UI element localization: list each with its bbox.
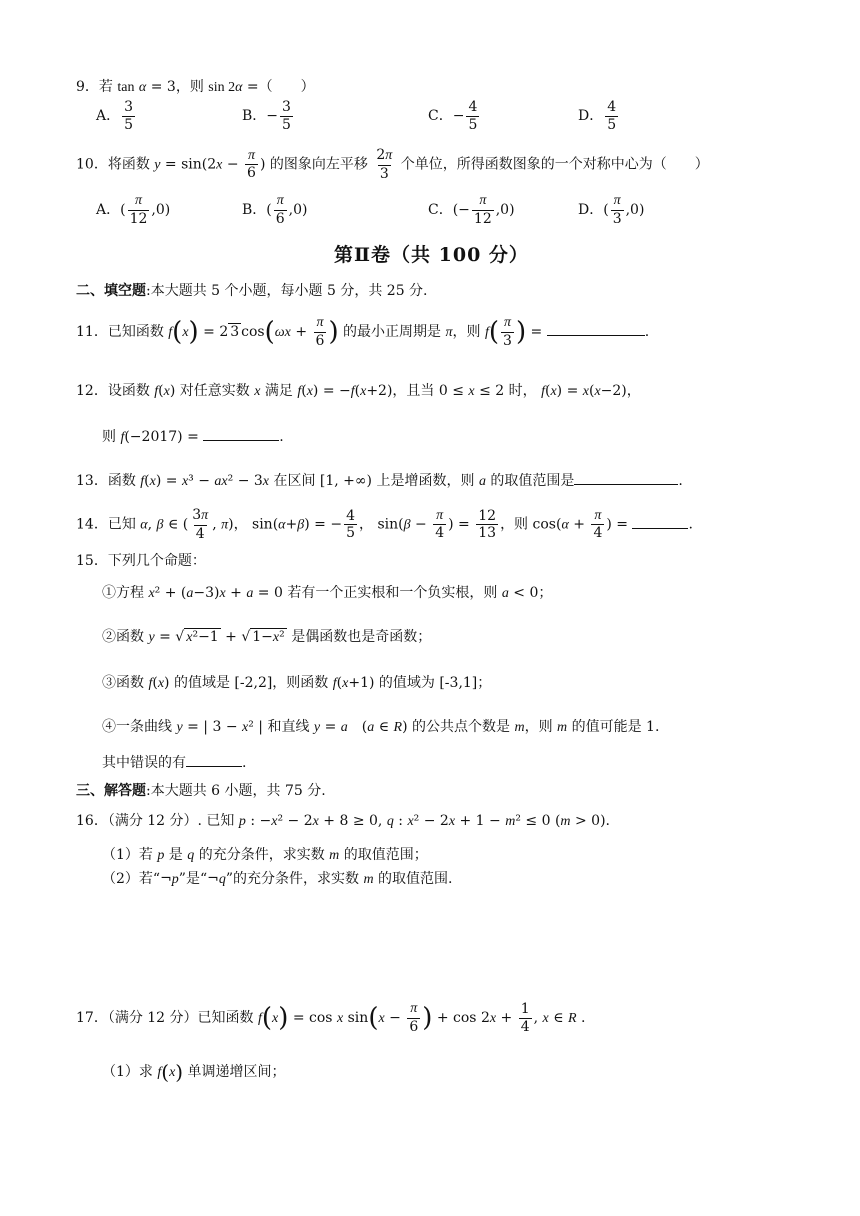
q15-proposition-3: ③函数 f(x) 的值域是 [-2,2]，则函数 f(x+1) 的值域为 [-3,1]； — [102, 675, 492, 691]
q15-proposition-1: ①方程 x² + (a−3)x + a = 0 若有一个正实根和一个负实根，则 a < 0； — [102, 585, 553, 601]
section-2-title: 第Ⅱ卷（共 100 分） — [334, 244, 529, 266]
q9-option-c: C．− $\frac{4}{5}$ — [428, 99, 478, 133]
q9-option-a: A． $\frac{3}{5}$ — [96, 99, 134, 133]
q9-option-b: B．− $\frac{3}{5}$ — [242, 99, 291, 133]
q16-part-1: （1）若 p 是 q 的充分条件，求实数 m 的取值范围； — [102, 847, 428, 863]
q13: 13．函数 f(x) = x³ − ax² − 3x 在区间 [1, +∞) 上是增函数，则 a 的取值范围是 . — [76, 473, 683, 489]
q10-option-d: D．( $\frac{\pi}{3}$ ,0) — [578, 193, 645, 227]
q9-option-d: D． $\frac{4}{5}$ — [578, 99, 617, 133]
q15-proposition-2: ②函数 y = √ x²−1 + √ 1−x² 是偶函数也是奇函数； — [102, 629, 432, 645]
q10-option-b: B．( $\frac{\pi}{6}$ ,0) — [242, 193, 308, 227]
q16-stem: 16．（满分 12 分）. 已知 p : −x² − 2x + 8 ≥ 0, q : x² − 2x + 1 − m² ≤ 0 (m > 0). — [76, 813, 610, 829]
q17-stem: 17．（满分 12 分）已知函数 f(x) = cos x sin(x − $\frac{\pi}{6}$ ) + cos 2x + $\frac{1}{4}$ , x ∈ R . — [76, 1001, 586, 1035]
q10-stem: 10．将函数 y = sin(2x − $\frac{\pi}{6}$ ) 的图象向左平移 $\frac{2\pi}{3}$ 个单位，所得函数图象的一个对称中心为（ ） — [76, 147, 709, 182]
q14: 14．已知 α, β ∈ ( $\frac{3\pi}{4}$ , π)， sin(α+β) = − $\frac{4}{5}$ ， sin(β − $\frac{\pi}{4}$ ) = $\frac{12}{13}$ ，则 cos(α + $\frac{\pi}{4}$ ) = . — [76, 507, 693, 542]
q15-ask: 其中错误的有 . — [102, 755, 247, 771]
q16-part-2: （2）若“¬p”是“¬q”的充分条件，求实数 m 的取值范围. — [102, 871, 453, 887]
q10-option-c: C．(− $\frac{\pi}{12}$ ,0) — [428, 193, 515, 227]
q11: 11．已知函数 f(x) = 2 3 cos(ωx + $\frac{\pi}{6}$ ) 的最小正周期是 π，则 f( $\frac{\pi}{3}$ ) = . — [76, 315, 650, 349]
q17-part-1: （1）求 f(x) 单调递增区间； — [102, 1060, 286, 1084]
q12-line-2: 则 f(−2017) = . — [102, 429, 284, 445]
q9-stem: 9．若 tan α = 3，则 sin 2α =（ ） — [76, 79, 315, 95]
q12-line-1: 12．设函数 f(x) 对任意实数 x 满足 f(x) = −f(x+2)，且当 0 ≤ x ≤ 2 时， f(x) = x(x−2)， — [76, 383, 641, 399]
q10-option-a: A．( $\frac{\pi}{12}$ ,0) — [96, 193, 171, 227]
q15-proposition-4: ④一条曲线 y = | 3 − x² | 和直线 y = a (a ∈ R) 的公共点个数是 m，则 m 的值可能是 1. — [102, 719, 660, 735]
solve-header: 三、解答题:本大题共 6 小题，共 75 分. — [76, 783, 326, 799]
q15-stem: 15．下列几个命题： — [76, 553, 206, 569]
fill-in-header: 二、填空题:本大题共 5 个小题，每小题 5 分，共 25 分. — [76, 283, 428, 299]
